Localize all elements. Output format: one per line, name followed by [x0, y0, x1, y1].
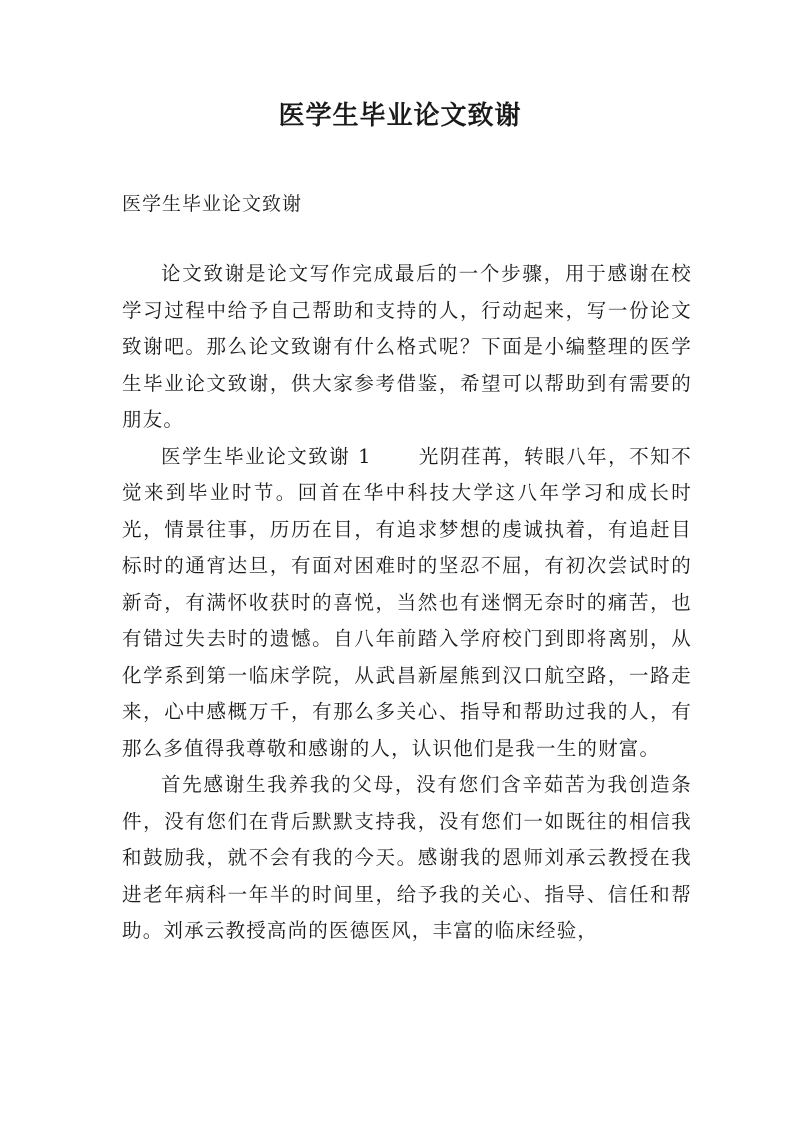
- section-text: 光阴荏苒，转眼八年，不知不觉来到毕业时节。回首在华中科技大学这八年学习和成长时光，情景往事，历历在目，有追求梦想的虔诚执着，有追赶目标时的通宵达旦，有面对困难时的坚忍不屈，有初次尝试时的新奇，有满怀收获时的喜悦，当然也有迷惘无奈时的痛苦，也有错过失去时的遗憾。自八年前踏入学府校门到即将离别，从化学系到第一临床学院，从武昌新屋熊到汉口航空路，一路走来，心中感概万千，有那么多关心、指导和帮助过我的人，有那么多值得我尊敬和感谢的人，认识他们是我一生的财富。: [122, 444, 692, 760]
- intro-paragraph: 论文致谢是论文写作完成最后的一个步骤，用于感谢在校学习过程中给予自己帮助和支持的人，行动起来，写一份论文致谢吧。那么论文致谢有什么格式呢？下面是小编整理的医学生毕业论文致谢，供大家参考借鉴，希望可以帮助到有需要的朋友。: [122, 262, 692, 431]
- document-title: 医学生毕业论文致谢: [278, 101, 522, 131]
- acknowledgement-paragraph-2: 首先感谢生我养我的父母，没有您们含辛茹苦为我创造条件，没有您们在背后默默支持我，没有您们一如既往的相信我和鼓励我，就不会有我的今天。感谢我的恩师刘承云教授在我进老年病科一年半的时间里，给予我的关心、指导、信任和帮助。刘承云教授高尚的医德医风，丰富的临床经验，: [122, 773, 692, 942]
- document-subtitle: 医学生毕业论文致谢: [122, 193, 303, 215]
- document-body: [122, 256, 692, 950]
- acknowledgement-paragraph-1: [122, 439, 692, 768]
- section-heading: 医学生毕业论文致谢 1: [161, 444, 372, 468]
